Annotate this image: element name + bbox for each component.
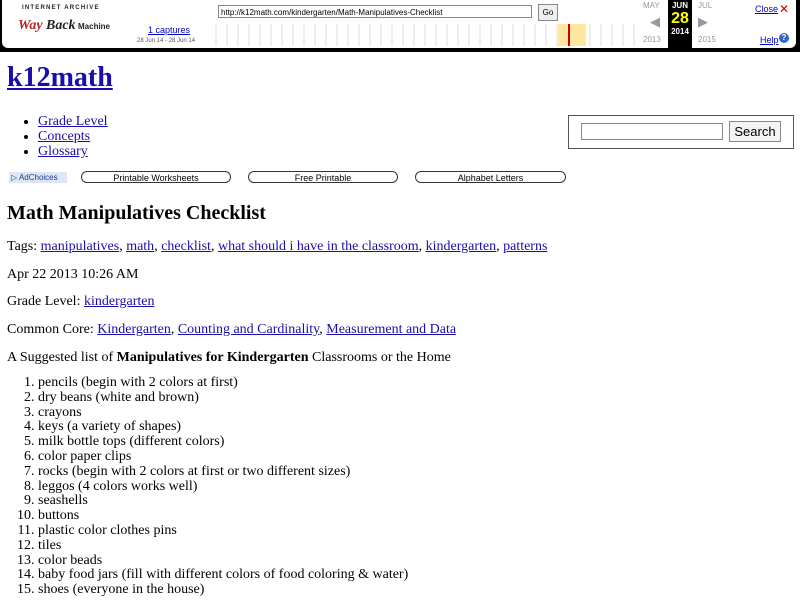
- list-item: 11. plastic color clothes pins: [38, 524, 408, 539]
- help-icon[interactable]: ?: [779, 33, 789, 43]
- tag-link[interactable]: what should i have in the classroom: [217, 239, 419, 254]
- wayback-timeline[interactable]: [212, 24, 636, 46]
- manipulatives-list: [2, 376, 408, 598]
- close-icon[interactable]: ✕: [779, 2, 790, 16]
- page-title: Math Manipulatives Checklist: [7, 202, 266, 224]
- list-item: 15. shoes (everyone in the house): [38, 583, 408, 598]
- tag-link[interactable]: checklist: [161, 239, 211, 254]
- wayback-prev-year[interactable]: 2013: [643, 35, 661, 44]
- adchoices-label: AdChoices: [18, 173, 58, 182]
- list-item: 10. buttons: [38, 509, 408, 524]
- tag-link[interactable]: kindergarten: [425, 239, 497, 254]
- adchoices-badge[interactable]: [9, 172, 67, 183]
- wayback-toolbar: [0, 0, 800, 52]
- adchoices-icon: ▷: [11, 173, 18, 182]
- common-core-link[interactable]: Measurement and Data: [326, 322, 457, 337]
- list-item: 9. seashells: [38, 494, 408, 509]
- nav-link-concepts[interactable]: Concepts: [38, 129, 91, 144]
- common-core-row: Common Core: Kindergarten, Counting and Cardinality, Measurement and Data: [7, 322, 457, 337]
- list-item: 5. milk bottle tops (different colors): [38, 435, 408, 450]
- wayback-next-year[interactable]: 2015: [698, 35, 716, 44]
- nav-item: [38, 129, 108, 144]
- intro-text: [7, 350, 451, 366]
- svg-text:Way: Way: [18, 18, 43, 33]
- grade-level-label: Grade Level:: [7, 294, 81, 309]
- intro-post: Classrooms or the Home: [308, 350, 451, 365]
- list-item: 13. color beads: [38, 554, 408, 569]
- svg-text:Machine: Machine: [78, 22, 111, 31]
- prev-capture-arrow-icon[interactable]: ◀: [650, 14, 660, 29]
- ad-links-bar: [0, 170, 800, 186]
- nav-item: [38, 114, 108, 129]
- list-item: 12. tiles: [38, 539, 408, 554]
- main-nav: [20, 114, 108, 159]
- wayback-logo-icon[interactable]: [16, 13, 111, 35]
- tags-label: Tags:: [7, 239, 38, 254]
- wayback-captures-link[interactable]: 1 captures: [148, 25, 191, 35]
- wayback-logo-caption: INTERNET ARCHIVE: [22, 5, 100, 11]
- tags-row: Tags: manipulatives, math, checklist, what should i have in the classroom, kindergarten, patterns: [7, 239, 548, 254]
- common-core-link[interactable]: Kindergarten: [97, 322, 171, 337]
- intro-pre: A Suggested list of: [7, 350, 117, 365]
- common-core-label: Common Core:: [7, 322, 94, 337]
- list-item: 3. crayons: [38, 406, 408, 421]
- list-item: 7. rocks (begin with 2 colors at first or two different sizes): [38, 465, 408, 480]
- tag-link[interactable]: math: [126, 239, 155, 254]
- wayback-next-month[interactable]: JUL: [698, 1, 713, 10]
- nav-link-grade-level[interactable]: Grade Level: [38, 114, 108, 129]
- site-title-link[interactable]: k12math: [7, 62, 113, 93]
- ad-link-free-printable[interactable]: Free Printable: [248, 171, 398, 183]
- svg-text:Back: Back: [46, 18, 76, 33]
- nav-link-glossary[interactable]: Glossary: [38, 144, 88, 159]
- grade-level-row: [7, 294, 154, 310]
- wayback-capture-range: 28 Jun 14 - 28 Jun 14: [137, 38, 196, 44]
- search-button[interactable]: Search: [729, 121, 781, 142]
- wayback-panel: [2, 0, 796, 48]
- nav-item: [38, 144, 108, 159]
- common-core-link[interactable]: Counting and Cardinality: [177, 322, 320, 337]
- tag-link[interactable]: manipulatives: [40, 239, 120, 254]
- current-month: JUN: [671, 1, 688, 10]
- wayback-close-link[interactable]: Close: [755, 4, 779, 14]
- tag-link[interactable]: patterns: [503, 239, 548, 254]
- current-day: 28: [671, 10, 689, 27]
- list-item: 1. pencils (begin with 2 colors at first): [38, 376, 408, 391]
- wayback-url-input[interactable]: http://k12math.com/kindergarten/Math-Manipulatives-Checklist: [218, 5, 532, 18]
- intro-bold: Manipulatives for Kindergarten: [116, 350, 309, 365]
- wayback-help-link[interactable]: Help: [760, 35, 779, 45]
- list-item: 6. color paper clips: [38, 450, 408, 465]
- grade-level-link[interactable]: kindergarten: [83, 294, 155, 309]
- search-input[interactable]: [581, 123, 723, 140]
- wayback-go-button[interactable]: Go: [538, 4, 558, 21]
- wayback-prev-month[interactable]: MAY: [643, 1, 660, 10]
- list-item: 4. keys (a variety of shapes): [38, 420, 408, 435]
- next-capture-arrow-icon[interactable]: ▶: [698, 14, 708, 29]
- wayback-current-date: [668, 0, 692, 48]
- current-year: 2014: [671, 27, 689, 36]
- post-date: Apr 22 2013 10:26 AM: [7, 267, 139, 282]
- list-item: 2. dry beans (white and brown): [38, 391, 408, 406]
- list-item: 14. baby food jars (fill with different colors of food coloring & water): [38, 568, 408, 583]
- search-form: [568, 115, 794, 149]
- list-item: 8. leggos (4 colors works well): [38, 480, 408, 495]
- ad-link-alphabet-letters[interactable]: Alphabet Letters: [415, 171, 566, 183]
- ad-link-printable-worksheets[interactable]: Printable Worksheets: [81, 171, 231, 183]
